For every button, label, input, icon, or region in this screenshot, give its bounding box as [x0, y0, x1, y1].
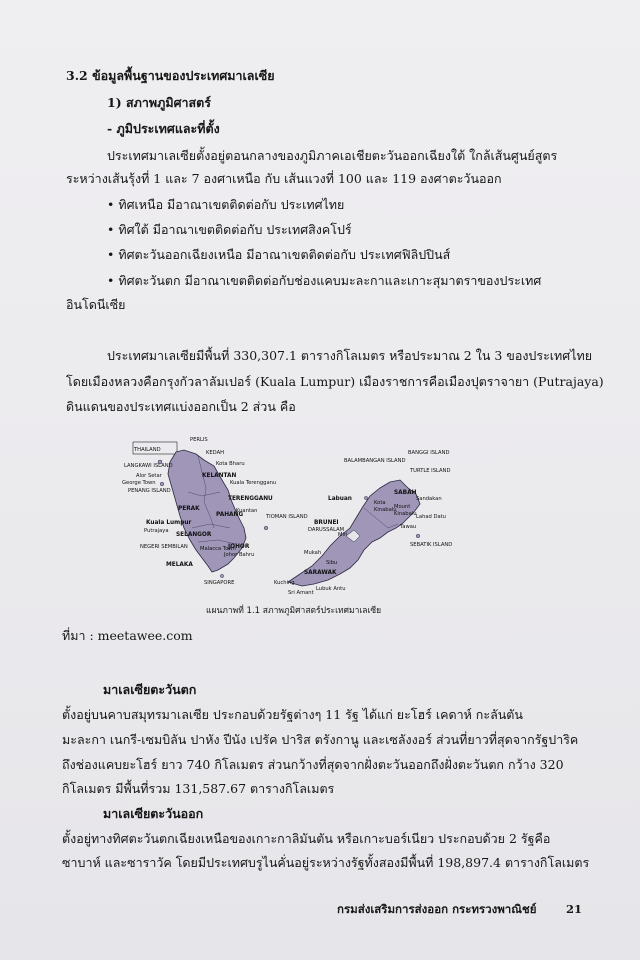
- bullet-west: • ทิศตะวันตก มีอาณาเขตติดต่อกับช่องแคบมะละกาและเกาะสุมาตราของประเทศ: [107, 273, 542, 288]
- paragraph-line: มะละกา เนกรี-เซมบิลัน ปาหัง ปีนัง เปรัค ปาริส ตรังกานู และเซลังงอร์ ส่วนที่ยาวที่สุดจากรัฐปาริค: [62, 732, 579, 747]
- map-label: Kinabalu: [394, 511, 417, 517]
- map-label: SABAH: [394, 490, 417, 496]
- map-label: BRUNEI: [314, 520, 339, 526]
- subheading-geography: 1) สภาพภูมิศาสตร์: [107, 95, 211, 110]
- map-label: Sandakan: [416, 496, 442, 502]
- map-caption: แผนภาพที่ 1.1 สภาพภูมิศาสตร์ประเทศมาเลเซีย: [206, 606, 382, 616]
- map-label: BALAMBANGAN ISLAND: [344, 458, 406, 464]
- subheading-terrain: - ภูมิประเทศและที่ตั้ง: [107, 121, 220, 136]
- map-label: Lubuk Antu: [316, 586, 346, 592]
- map-label: LANGKAWI ISLAND: [124, 463, 173, 469]
- paragraph-line: ดินแดนของประเทศแบ่งออกเป็น 2 ส่วน คือ: [66, 399, 296, 414]
- map-label: Sibu: [326, 560, 338, 566]
- map-label: Kuala Lumpur: [146, 520, 192, 526]
- map-label: Mukah: [304, 550, 322, 556]
- map-label: MELAKA: [166, 562, 193, 568]
- map-label: SARAWAK: [304, 570, 337, 576]
- map-label: PENANG ISLAND: [128, 488, 171, 494]
- paragraph-line: โดยเมืองหลวงคือกรุงกัวลาลัมเปอร์ (Kuala Lumpur) เมืองราชการคือเมืองปุตราจายา (Putrajaya): [66, 374, 604, 389]
- map-label: Johor Bahru: [224, 552, 255, 558]
- map-label: Kinabalu: [374, 507, 397, 513]
- map-label: NEGERI SEMBILAN: [140, 544, 188, 550]
- map-label: PAHANG: [216, 512, 244, 518]
- malaysia-map: [118, 432, 453, 602]
- paragraph-line: ถึงช่องแคบยะโฮร์ ยาว 740 กิโลเมตร ส่วนกว้างที่สุดจากฝั่งตะวันออกถึงฝั่งตะวันตก กว้าง 320: [62, 757, 564, 772]
- paragraph-line: ตั้งอยู่บนคาบสมุทรมาเลเซีย ประกอบด้วยรัฐต่างๆ 11 รัฐ ได้แก่ ยะโฮร์ เคดาห์ กะลันตัน: [62, 707, 523, 722]
- bullet-west-continued: อินโดนีเซีย: [66, 297, 126, 312]
- map-label: Kota Bharu: [216, 461, 245, 467]
- map-label: THAILAND: [134, 447, 161, 453]
- paragraph-line: ระหว่างเส้นรุ้งที่ 1 และ 7 องศาเหนือ กับ เส้นแวงที่ 100 และ 119 องศาตะวันออก: [66, 171, 502, 186]
- paragraph-line: ซาบาห์ และซาราวัค โดยมีประเทศบรูไนคั่นอยู่ระหว่างรัฐทั้งสองมีพื้นที่ 198,897.4 ตารางกิโลเมตร: [62, 855, 590, 870]
- map-label: SEBATIK ISLAND: [410, 542, 453, 548]
- map-label: Putrajaya: [144, 528, 169, 534]
- section-heading: 3.2 ข้อมูลพื้นฐานของประเทศมาเลเซีย: [66, 68, 275, 83]
- paragraph-line: กิโลเมตร มีพื้นที่รวม 131,587.67 ตารางกิโลเมตร: [62, 781, 335, 796]
- map-label: JOHOR: [228, 544, 250, 550]
- map-label: Kuching: [274, 580, 295, 586]
- tioman-island-shape: [264, 526, 268, 530]
- map-label: KEDAH: [206, 450, 225, 456]
- bullet-northeast: • ทิศตะวันออกเฉียงเหนือ มีอาณาเขตติดต่อกับ ประเทศฟิลิปปินส์: [107, 247, 451, 262]
- map-label: PERAK: [178, 506, 200, 512]
- bullet-north: • ทิศเหนือ มีอาณาเขตติดต่อกับ ประเทศไทย: [107, 197, 345, 212]
- map-label: Lahad Datu: [416, 514, 446, 520]
- paragraph-line: ประเทศมาเลเซียมีพื้นที่ 330,307.1 ตารางกิโลเมตร หรือประมาณ 2 ใน 3 ของประเทศไทย: [107, 348, 593, 363]
- map-label: Kuala Terengganu: [230, 480, 277, 486]
- page-number: 21: [566, 902, 583, 916]
- paragraph-line: ประเทศมาเลเซียตั้งอยู่ตอนกลางของภูมิภาคเอเชียตะวันออกเฉียงใต้ ใกล้เส้นศูนย์สูตร: [107, 148, 558, 163]
- west-malaysia-title: มาเลเซียตะวันตก: [103, 682, 197, 697]
- malaysia-map-graphic: [118, 432, 453, 602]
- east-malaysia-title: มาเลเซียตะวันออก: [103, 806, 204, 821]
- map-label: Labuan: [328, 496, 352, 502]
- map-label: BANGGI ISLAND: [408, 450, 450, 456]
- map-label: Mount: [394, 504, 411, 510]
- map-label: TERENGGANU: [228, 496, 273, 502]
- sebatik-island-shape: [416, 534, 420, 538]
- map-label: Alor Setar: [136, 473, 162, 479]
- map-label: KELANTAN: [202, 473, 237, 479]
- map-label: SINGAPORE: [204, 580, 235, 586]
- map-label: Tawau: [400, 524, 417, 530]
- map-label: Kota: [374, 500, 386, 506]
- penang-island-shape: [160, 482, 164, 486]
- map-label: Miri: [338, 532, 348, 538]
- map-label: Kuantan: [236, 508, 258, 514]
- map-label: Sri Amant: [288, 590, 314, 596]
- map-label: Malacca Town: [200, 546, 236, 552]
- bullet-south: • ทิศใต้ มีอาณาเขตติดต่อกับ ประเทศสิงคโปร์: [107, 222, 352, 237]
- paragraph-line: ตั้งอยู่ทางทิศตะวันตกเฉียงเหนือของเกาะกาลิมันตัน หรือเกาะบอร์เนียว ประกอบด้วย 2 รัฐคือ: [62, 831, 551, 846]
- map-label: George Town: [122, 480, 156, 486]
- map-label: TURTLE ISLAND: [410, 468, 451, 474]
- map-label: TIOMAN ISLAND: [266, 514, 308, 520]
- footer-department: กรมส่งเสริมการส่งออก กระทรวงพาณิชย์: [337, 902, 537, 916]
- singapore-shape: [220, 574, 223, 577]
- source-note: ที่มา : meetawee.com: [62, 628, 193, 643]
- labuan-shape: [364, 496, 367, 499]
- map-label: SELANGOR: [176, 532, 212, 538]
- map-label: PERLIS: [190, 437, 208, 443]
- map-label: DARUSSALAM: [308, 527, 345, 533]
